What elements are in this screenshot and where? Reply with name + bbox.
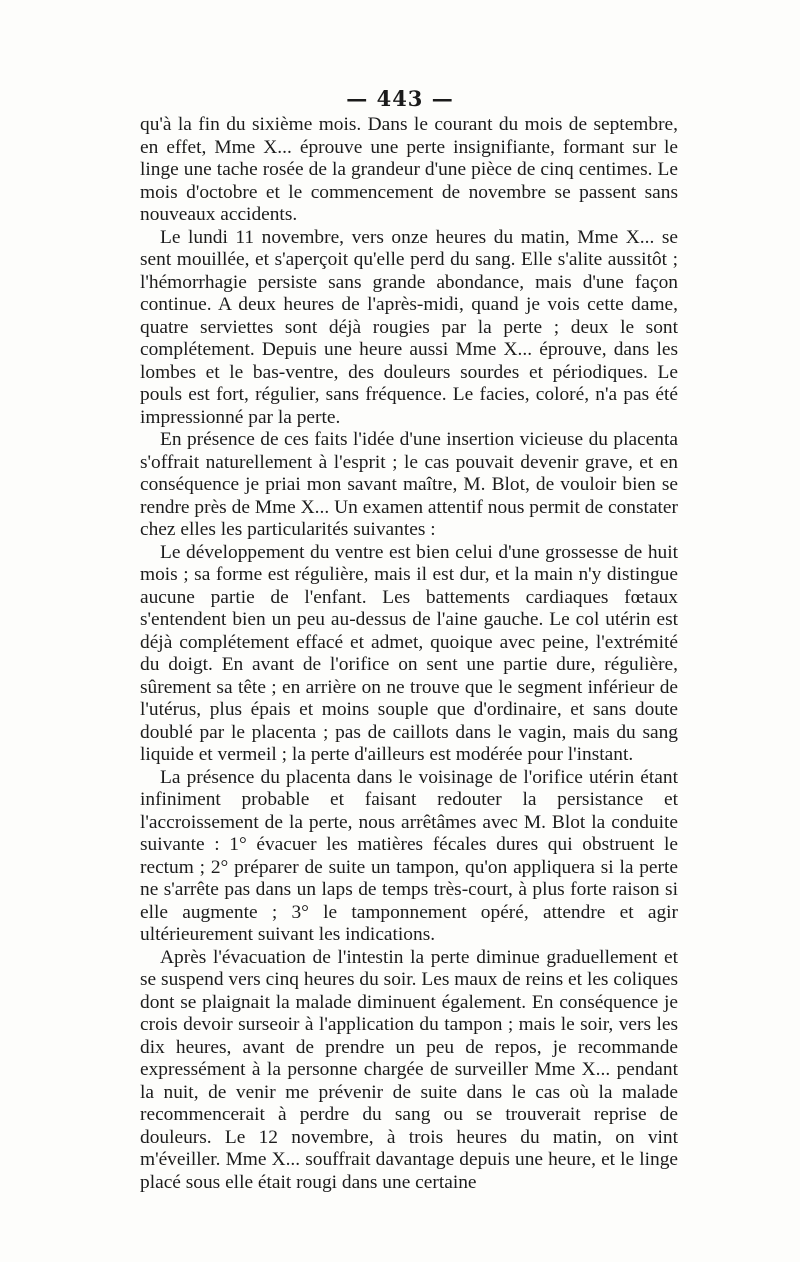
paragraph: Le développement du ventre est bien celui d'une grossesse de huit mois ; sa forme est régulière, mais il est dur, et la main n'y distingue aucune partie de l'enfant. Les battements cardiaques fœtaux s'entendent bien un peu au-dessus de l'aine gauche. Le col utérin est déjà complétement effacé et admet, quoique avec peine, l'extrémité du doigt. En avant de l'orifice on sent une partie dure, régulière, sûrement sa tête ; en arrière on ne trouve que le segment inférieur de l'utérus, plus épais et moins souple que d'ordinaire, et sans doute doublé par le placenta ; pas de caillots dans le vagin, mais du sang liquide et vermeil ; la perte d'ailleurs est modérée pour l'instant. — [140, 541, 678, 765]
paragraph: La présence du placenta dans le voisinage de l'orifice utérin étant infiniment probable et faisant redouter la persistance et l'accroissement de la perte, nous arrêtâmes avec M. Blot la conduite suivante : 1° évacuer les matières fécales dures qui obstruent le rectum ; 2° préparer de suite un tampon, qu'on appliquera si la perte ne s'arrête pas dans un laps de temps très-court, à plus forte raison si elle augmente ; 3° le tamponnement opéré, attendre et agir ultérieurement suivant les indications. — [140, 766, 678, 945]
paragraph: Le lundi 11 novembre, vers onze heures du matin, Mme X... se sent mouillée, et s'aperçoit qu'elle perd du sang. Elle s'alite aussitôt ; l'hémorrhagie persiste sans grande abondance, mais d'une façon continue. A deux heures de l'après-midi, quand je vois cette dame, quatre serviettes sont déjà rougies par la perte ; deux le sont complétement. Depuis une heure aussi Mme X... éprouve, dans les lombes et le bas-ventre, des douleurs sourdes et périodiques. Le pouls est fort, régulier, sans fréquence. Le facies, coloré, n'a pas été impressionné par la perte. — [140, 226, 678, 428]
paragraph: Après l'évacuation de l'intestin la perte diminue graduellement et se suspend vers cinq heures du soir. Les maux de reins et les coliques dont se plaignait la malade diminuent également. En conséquence je crois devoir surseoir à l'application du tampon ; mais le soir, vers les dix heures, avant de prendre un peu de repos, je recommande expressément à la personne chargée de surveiller Mme X... pendant la nuit, de venir me prévenir de suite dans le cas où la malade recommencerait à perdre du sang ou se trouverait reprise de douleurs. Le 12 novembre, à trois heures du matin, on vint m'éveiller. Mme X... souffrait davantage depuis une heure, et le linge placé sous elle était rougi dans une certaine — [140, 946, 678, 1193]
paragraph: En présence de ces faits l'idée d'une insertion vicieuse du placenta s'offrait naturellement à l'esprit ; le cas pouvait devenir grave, et en conséquence je priai mon savant maître, M. Blot, de vouloir bien se rendre près de Mme X... Un examen attentif nous permit de constater chez elles les particularités suivantes : — [140, 429, 678, 540]
page-number: — 443 — — [346, 86, 454, 111]
body-text — [140, 114, 678, 1194]
paragraph: qu'à la fin du sixième mois. Dans le courant du mois de septembre, en effet, Mme X... éprouve une perte insignifiante, formant sur le linge une tache rosée de la grandeur d'une pièce de cinq centimes. Le mois d'octobre et le commencement de novembre se passent sans nouveaux accidents. — [140, 114, 678, 225]
